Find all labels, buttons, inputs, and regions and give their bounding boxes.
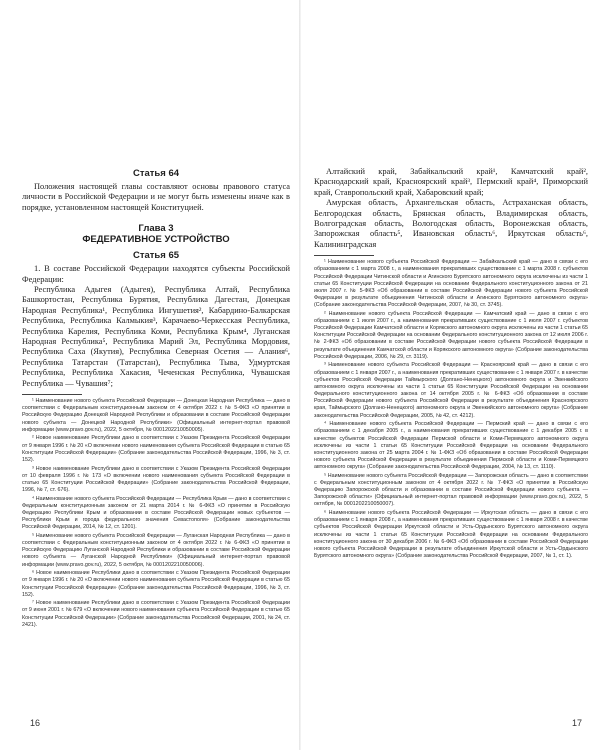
krai-list: Алтайский край, Забайкальский край¹, Камчатский край², Краснодарский край, Красноярский край³, Пермский край⁴, Приморский край, Ставропольский край, Хабаровский край;	[314, 167, 588, 197]
right-page	[300, 0, 600, 750]
article-65-heading: Статья 65	[132, 250, 180, 262]
oblast-list: Амурская область, Архангельская область, Астраханская область, Белгородская область, Брянская область, Владимирская область, Волгоградская область, Вологодская область, Воронежская область, Запорожская область⁵, Ивановская область⁶, Иркутская область⁶, Калининградская	[314, 198, 588, 249]
footnote: ² Новое наименование Республики дано в соответствии с Указом Президента Российской Федерации от 9 января 1996 г. № 20 «О включении нового наименования субъекта Российской Федерации в статью 65 Конституции Российской Федерации» (Собрание законодательства Российской Федерации, 1996, № 3, ст. 152).	[22, 435, 290, 463]
article-64-heading: Статья 64	[132, 168, 180, 179]
article-65-intro: 1. В составе Российской Федерации находятся субъекты Российской Федерации:	[22, 264, 290, 284]
footnote: ¹ Наименование нового субъекта Российской Федерации — Забайкальский край — дано в связи с его образованием с 1 марта 2008 г., а наименования прекративших существование с 1 марта 2008 г. субъектов Российской Федерации Читинской области и Агинского Бурятского автономного округа исключены из части 1 статьи 65 Конституции Российской Федерации на основании Федерального конституционного закона от 21 июля 2007 г. № 5-ФКЗ «Об образовании в составе Российской Федерации нового субъекта Российской Федерации в результате объединения Читинской области и Агинского Бурятского автономного округа» (Собрание законодательства Российской Федерации, 2007, № 30, ст. 3745).	[314, 259, 588, 309]
article-65-list: Республика Адыгея (Адыгея), Республика Алтай, Республика Башкортостан, Республика Бурятия, Республика Дагестан, Донецкая Народная Республика¹, Республика Ингушетия², Кабардино-Балкарская Республика, Республика Калмыкия³, Карачаево-Черкесская Республика, Республика Карелия, Республика Коми, Республика Крым⁴, Луганская Народная Республика⁵, Республика Марий Эл, Республика Мордовия, Республика Саха (Якутия), Республика Северная Осетия — Алания⁶, Республика Татарстан (Татарстан), Республика Тыва, Удмуртская Республика, Республика Хакасия, Чеченская Республика, Чувашская Республика — Чувашия⁷;	[22, 285, 290, 388]
chapter-title: ФЕДЕРАТИВНОЕ УСТРОЙСТВО	[82, 234, 230, 246]
footnote-separator	[22, 394, 82, 395]
footnote: ⁵ Наименование нового субъекта Российской Федерации — Луганская Народная Республика — дано в соответствии с Федеральным конституционным законом от 4 октября 2022 г. № 6-ФКЗ «О принятии в Российскую Федерацию Луганской Народной Республики и образовании в составе Российской Федерации нового субъекта — Луганской Народной Республики» (Официальный интернет-портал правовой информации (www.pravo.gov.ru), 2022, 5 октября, № 0001202210050006).	[22, 532, 290, 568]
footnote: ⁶ Наименование нового субъекта Российской Федерации — Иркутская область — дано в связи с его образованием с 1 января 2008 г., а наименования прекративших существование с 1 января 2008 г. в качестве субъектов Российской Федерации Иркутской области и Усть-Ордынского Бурятского автономного округа исключены из части 1 статьи 65 Конституции Российской Федерации на основании Федерального конституционного закона от 30 декабря 2006 г. № 6-ФКЗ «Об образовании в составе Российской Федерации нового субъекта Российской Федерации в результате объединения Иркутской области и Усть-Ордынского Бурятского автономного округа» (Собрание законодательства Российской Федерации, 2007, № 1, ст. 1).	[314, 510, 588, 559]
page-number-right: 17	[571, 718, 582, 728]
footnote: ³ Новое наименование Республики дано в соответствии с Указом Президента Российской Федерации от 10 февраля 1996 г. № 173 «О включении нового наименования субъекта Российской Федерации в статью 65 Конституции Российской Федерации» (Собрание законодательства Российской Федерации, 1996, № 7, ст. 676).	[22, 465, 290, 493]
footnote: ³ Наименование нового субъекта Российской Федерации — Красноярский край — дано в связи с его образованием с 1 января 2007 г., а наименования прекративших существование с 1 января 2007 г. в качестве субъектов Российской Федерации Таймырского (Долгано-Ненецкого) автономного округа и Эвенкийского автономного округа исключены из части 1 статьи 65 Конституции Российской Федерации на основании Федерального конституционного закона от 14 октября 2005 г. № 6-ФКЗ «Об образовании в составе Российской Федерации нового субъекта Российской Федерации в результате объединения Красноярского края, Таймырского (Долгано-Ненецкого) автономного округа и Эвенкийского автономного округа» (Собрание законодательства Российской Федерации, 2005, № 42, ст. 4212).	[314, 362, 588, 419]
article-64-text: Положения настоящей главы составляют основы правового статуса личности в Российской Федерации и не могут быть изменены иначе как в порядке, установленном настоящей Конституцией.	[22, 182, 290, 212]
footnote: ² Наименование нового субъекта Российской Федерации — Камчатский край — дано в связи с его образованием с 1 июля 2007 г., а наименования прекративших существование с 1 июля 2007 г. субъектов Российской Федерации Камчатской области и Корякского автономного округа исключены из части 1 статьи 65 Конституции Российской Федерации на основании Федерального конституционного закона от 12 июля 2006 г. № 2-ФКЗ «Об образовании в составе Российской Федерации нового субъекта Российской Федерации в результате объединения Камчатской области и Корякского автономного округа» (Собрание законодательства Российской Федерации, 2006, № 29, ст. 3119).	[314, 310, 588, 360]
page-number-left: 16	[30, 718, 41, 728]
footnote-separator	[314, 255, 374, 256]
footnote: ⁶ Новое наименование Республики дано в соответствии с Указом Президента Российской Федерации от 9 января 1996 г. № 20 «О включении нового наименования субъекта Российской Федерации в статью 65 Конституции Российской Федерации» (Собрание законодательства Российской Федерации, 1996, № 3, ст. 152).	[22, 570, 290, 598]
footnote: ¹ Наименование нового субъекта Российской Федерации — Донецкая Народная Республика — дано в соответствии с Федеральным конституционным законом от 4 октября 2022 г. № 5-ФКЗ «О принятии в Российскую Федерацию Донецкой Народной Республики и образовании в составе Российской Федерации нового субъекта — Донецкой Народной Республики» (Официальный интернет-портал правовой информации (www.pravo.gov.ru), 2022, 5 октября, № 0001202210050005).	[22, 398, 290, 433]
chapter-number: Глава 3	[138, 223, 174, 235]
footnote: ⁵ Наименование нового субъекта Российской Федерации — Запорожская область — дано в соответствии с Федеральным конституционным законом от 4 октября 2022 г. № 7-ФКЗ «О принятии в Российскую Федерацию Запорожской области и образовании в составе Российской Федерации нового субъекта — Запорожской области» (Официальный интернет-портал правовой информации (www.pravo.gov.ru), 2022, 5 октября, № 0001202210050007).	[314, 472, 588, 508]
footnote: ⁴ Наименование нового субъекта Российской Федерации — Республика Крым — дано в соответствии с Федеральным конституционным законом от 21 марта 2014 г. № 6-ФКЗ «О принятии в Российскую Федерацию Республики Крым и образовании в составе Российской Федерации новых субъектов — Республики Крым и города федерального значения Севастополя» (Собрание законодательства Российской Федерации, 2014, № 12, ст. 1201).	[22, 495, 290, 531]
footnote: ⁷ Новое наименование Республики дано в соответствии с Указом Президента Российской Федерации от 9 июня 2001 г. № 679 «О включении нового наименования субъекта Российской Федерации в статью 65 Конституции Российской Федерации» (Собрание законодательства Российской Федерации, 2001, № 24, ст. 2421).	[22, 600, 290, 628]
footnote: ⁴ Наименование нового субъекта Российской Федерации — Пермский край — дано в связи с его образованием с 1 декабря 2005 г., а наименования прекративших существование с 1 декабря 2005 г. в качестве субъектов Российской Федерации Пермской области и Коми-Пермяцкого автономного округа исключены из части 1 статьи 65 Конституции Российской Федерации на основании Федерального конституционного закона от 25 марта 2004 г. № 1-ФКЗ «Об образовании в составе Российской Федерации нового субъекта Российской Федерации в результате объединения Пермской области и Коми-Пермяцкого автономного округа» (Собрание законодательства Российской Федерации, 2004, № 13, ст. 1110).	[314, 421, 588, 471]
